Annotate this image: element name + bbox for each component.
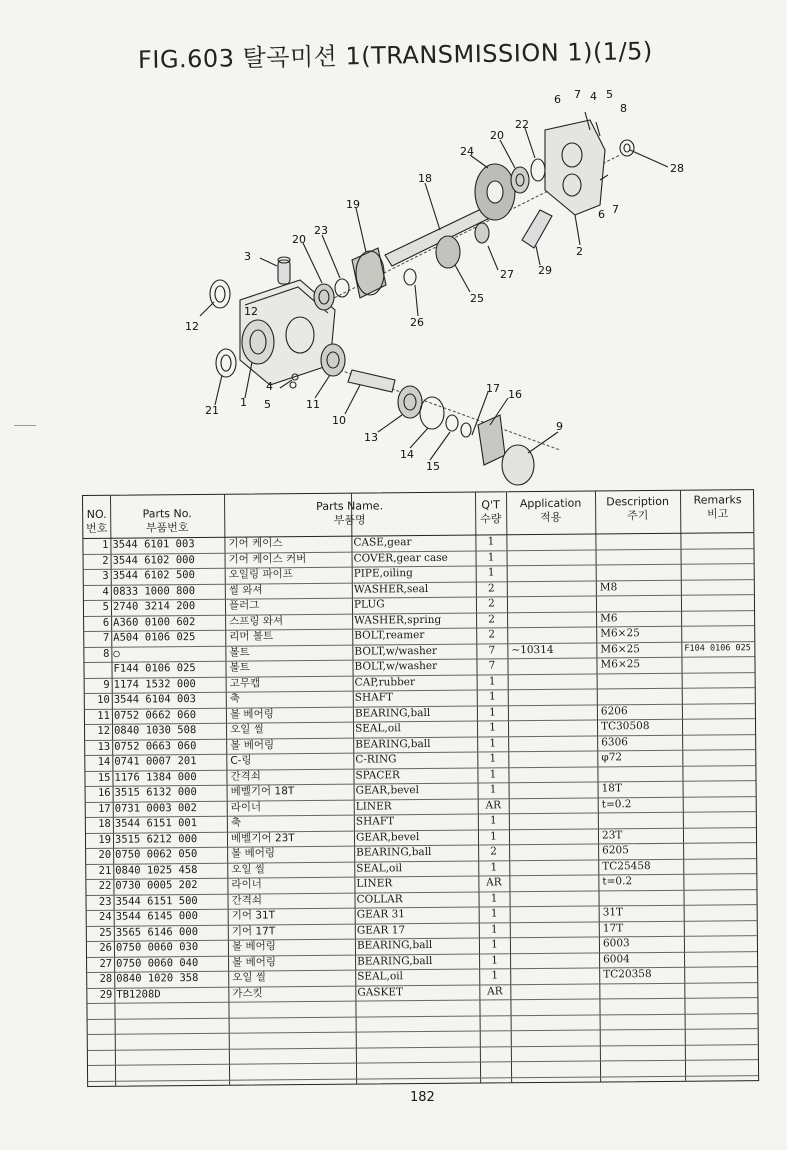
application (511, 580, 596, 596)
remarks (686, 889, 758, 905)
part-name-korean: 볼 베어링 (231, 940, 276, 953)
part-number: 3544 6104 003 (113, 693, 197, 706)
part-name-korean: 간격쇠 (230, 769, 261, 783)
description: φ72 (601, 751, 623, 764)
remarks (687, 935, 759, 951)
description: M6×25 (600, 642, 641, 655)
description: M6×25 (600, 658, 641, 671)
remarks (685, 749, 757, 765)
part-name-english: BEARING,ball (356, 845, 432, 859)
quantity: 7 (488, 659, 496, 672)
quantity: 1 (491, 953, 498, 966)
part-number: A360 0100 602 (113, 615, 196, 629)
description: 6003 (602, 937, 630, 950)
part-name-korean: 볼 베어링 (230, 738, 275, 752)
part-name-korean: 볼 베어링 (229, 707, 274, 721)
part-number: 2740 3214 200 (112, 600, 196, 613)
part-number: 1176 1384 000 (114, 770, 197, 784)
part-name-english: C-RING (355, 753, 397, 766)
row-number: 13 (97, 740, 111, 753)
part-number: TB1208D (116, 987, 161, 1001)
part-name-korean: 볼트 (229, 646, 250, 659)
application (513, 782, 598, 798)
row-number: 8 (103, 647, 110, 660)
row-number: 28 (99, 972, 113, 985)
remarks (686, 858, 758, 874)
application (511, 627, 596, 643)
application (512, 735, 597, 751)
part-number: 3544 6102 500 (112, 569, 195, 582)
remarks (687, 982, 759, 998)
remarks (687, 920, 759, 936)
remarks (684, 563, 756, 579)
part-name-korean: 플러그 (228, 599, 260, 612)
part-number: 3544 6101 003 (112, 538, 195, 551)
diagram-label-27: 27 (500, 268, 514, 281)
part-name-english: BEARING,ball (354, 706, 431, 720)
part-number: 3515 6132 000 (114, 786, 197, 799)
part-name-korean: 볼 베어링 (232, 955, 277, 969)
quantity: 1 (488, 690, 496, 703)
row-number: 29 (99, 988, 113, 1001)
row-number: 9 (103, 678, 110, 691)
part-name-korean: 오일링 파이프 (228, 568, 293, 581)
diagram-label-8: 8 (620, 102, 627, 115)
part-name-english: PIPE,oiling (353, 567, 413, 580)
diagram-label-25: 25 (470, 292, 484, 305)
row-number: 16 (97, 786, 111, 799)
part-number: 3544 6102 000 (112, 553, 195, 567)
quantity: 2 (488, 628, 496, 641)
part-name-english: GEAR,bevel (355, 784, 419, 797)
row-number: 11 (97, 709, 110, 722)
row-number: 6 (102, 616, 110, 629)
part-name-english: SEAL,oil (356, 861, 403, 875)
description: 6206 (600, 704, 628, 717)
part-name-english: BEARING,ball (356, 938, 433, 952)
part-number: 0750 0062 050 (115, 848, 198, 861)
quantity: 2 (487, 581, 495, 594)
diagram-label-19: 19 (346, 198, 360, 211)
application (513, 813, 598, 829)
remarks (686, 780, 758, 796)
part-name-english: BOLT,reamer (354, 629, 425, 642)
part-name-korean: 기어 케이스 (228, 537, 283, 550)
part-number: 3544 6151 500 (115, 894, 198, 908)
remarks (686, 842, 758, 858)
quantity: 2 (490, 845, 498, 858)
remarks (684, 656, 756, 672)
diagram-label-7: 7 (574, 88, 581, 101)
quantity: 1 (489, 814, 497, 827)
application (514, 937, 599, 953)
row-number: 7 (102, 631, 110, 644)
part-number: 0752 0663 060 (114, 739, 197, 753)
part-name-english: SPACER (355, 768, 400, 782)
row-number: 2 (102, 554, 109, 567)
part-number: 0840 1020 358 (116, 972, 199, 985)
description: 31T (602, 906, 624, 919)
description: t=0.2 (602, 875, 633, 888)
row-number: 3 (102, 569, 109, 582)
row-number: 18 (98, 817, 111, 830)
quantity: 1 (487, 535, 495, 548)
part-name-korean: 베벨기어 23T (230, 831, 295, 845)
quantity: 1 (490, 829, 497, 842)
quantity: 1 (491, 969, 499, 982)
application (510, 534, 595, 550)
part-name-korean: 오일 씰 (231, 862, 266, 876)
header-remarks: Remarks 비고 (693, 493, 742, 521)
part-name-korean: 스프링 와셔 (229, 614, 284, 628)
diagram-label-14: 14 (400, 448, 414, 461)
figure-title: FIG.603 탈곡미션 1(TRANSMISSION 1)(1/5) (137, 37, 654, 74)
description: TC20358 (603, 968, 652, 981)
part-name-english: LINER (355, 799, 392, 813)
description (602, 812, 682, 828)
exploded-parts-diagram (0, 80, 787, 500)
part-name-korean: 기어 케이스 커버 (228, 552, 307, 566)
table-header (83, 490, 753, 539)
part-name-korean: 베벨기어 18T (230, 785, 295, 798)
row-number: 14 (97, 755, 111, 768)
remarks (686, 811, 758, 827)
part-name-korean: 오일 씰 (230, 723, 264, 736)
description: TC30508 (600, 720, 650, 733)
remarks (684, 579, 756, 595)
diagram-label-6: 6 (554, 93, 561, 106)
part-number: F144 0106 025 (113, 662, 196, 675)
row-number: 4 (102, 585, 109, 598)
description (601, 765, 681, 781)
row-number: 19 (98, 833, 112, 846)
application (512, 704, 597, 720)
part-number: 0840 1025 458 (115, 863, 198, 877)
part-number: 3515 6212 000 (114, 832, 198, 846)
application (513, 828, 598, 844)
quantity: 1 (489, 783, 497, 796)
part-name-english: WASHER,spring (354, 613, 442, 627)
remarks (686, 796, 758, 812)
part-name-english: GEAR,bevel (355, 830, 420, 844)
row-number (84, 662, 111, 678)
description (602, 889, 682, 905)
diagram-label-24: 24 (460, 145, 474, 158)
row-number: 5 (102, 600, 110, 613)
description: 6205 (602, 844, 629, 857)
quantity: 1 (490, 860, 498, 873)
part-name-korean: 기어 31T (231, 909, 276, 922)
remarks (684, 625, 756, 641)
application (511, 658, 596, 674)
quantity: 2 (488, 597, 495, 610)
quantity: 1 (490, 922, 498, 935)
application (512, 720, 597, 736)
diagram-label-6b: 6 (598, 208, 605, 221)
application (512, 689, 597, 705)
description: TC25458 (602, 859, 651, 872)
part-name-korean: 라이너 (231, 878, 262, 891)
part-number: 3544 6145 000 (115, 910, 198, 923)
part-name-english: SHAFT (355, 815, 395, 828)
remarks (686, 873, 758, 889)
description (599, 533, 679, 549)
description (600, 564, 680, 580)
diagram-label-21: 21 (205, 404, 219, 417)
quantity: 1 (490, 891, 498, 904)
part-name-english: CASE,gear (353, 536, 412, 549)
diagram-label-29: 29 (538, 264, 552, 277)
diagram-label-18: 18 (418, 172, 432, 185)
diagram-label-9: 9 (556, 420, 563, 433)
application (514, 921, 599, 937)
application (513, 797, 598, 813)
part-name-english: GEAR 31 (356, 908, 405, 921)
description: 17T (602, 921, 624, 934)
row-number: 20 (98, 848, 112, 861)
quantity: 1 (487, 550, 495, 563)
application (511, 565, 596, 581)
part-name-english: SEAL,oil (354, 722, 401, 735)
row-number: 23 (98, 895, 112, 908)
remarks (683, 532, 755, 548)
diagram-label-4: 4 (590, 90, 597, 103)
diagram-label-3: 3 (244, 250, 251, 263)
remarks (687, 904, 759, 920)
diagram-label-2: 2 (576, 245, 583, 258)
application (510, 549, 595, 565)
row-number: 27 (99, 957, 113, 970)
part-name-korean: 간격쇠 (231, 893, 263, 907)
diagram-label-26: 26 (410, 316, 424, 329)
remarks (687, 951, 759, 967)
remarks (687, 966, 759, 982)
quantity: 1 (489, 705, 496, 718)
header-application: Application 적용 (519, 496, 582, 525)
remarks: F104 0106 025 (684, 642, 751, 654)
description: 6306 (601, 735, 628, 748)
part-number: 0833 1000 800 (112, 584, 196, 598)
part-name-korean: 고무캡 (229, 676, 261, 690)
part-name-korean: 라이너 (230, 800, 262, 814)
part-name-korean: 축 (230, 816, 242, 829)
part-name-english: WASHER,seal (353, 582, 429, 596)
application (512, 751, 597, 767)
part-name-english: COLLAR (356, 892, 403, 906)
application (513, 890, 598, 906)
row-number: 10 (97, 693, 110, 706)
part-name-korean: C-링 (230, 754, 252, 767)
page-number: 182 (410, 1090, 435, 1105)
part-number: 3544 6151 001 (114, 817, 198, 830)
diagram-label-5: 5 (606, 88, 613, 101)
part-name-korean: 기어 17T (231, 924, 276, 938)
part-name-korean: 가스킷 (232, 986, 263, 1000)
description: M6×25 (600, 627, 640, 640)
part-name-english: PLUG (353, 598, 385, 611)
part-name-english: CAP,rubber (354, 675, 416, 689)
quantity: AR (486, 876, 502, 889)
part-number: 0840 1030 508 (114, 724, 197, 737)
part-name-english: SEAL,oil (357, 970, 404, 983)
diagram-label-15: 15 (426, 460, 440, 473)
part-name-korean: 씰 와셔 (228, 583, 263, 597)
header-no: NO. 번호 (86, 507, 108, 535)
part-number: 0730 0005 202 (115, 879, 198, 892)
part-number: 0750 0060 030 (115, 941, 199, 954)
part-name-korean: 오일 씰 (232, 971, 267, 984)
remarks (685, 765, 757, 781)
part-number: ○ (113, 647, 120, 660)
description (600, 595, 680, 611)
description: M8 (599, 580, 618, 593)
application (514, 952, 599, 968)
part-name-english: SHAFT (354, 691, 394, 704)
quantity: 1 (489, 767, 497, 780)
application (513, 844, 598, 860)
diagram-label-7b: 7 (612, 203, 619, 216)
remarks (684, 610, 756, 626)
quantity: 1 (489, 736, 497, 749)
row-number: 24 (98, 910, 112, 923)
part-name-english: BEARING,ball (357, 954, 433, 968)
application (514, 983, 599, 999)
description (599, 548, 679, 564)
diagram-label-12b: 12 (185, 320, 199, 333)
quantity: AR (487, 984, 503, 997)
quantity: 1 (490, 907, 498, 920)
row-number: 22 (98, 879, 112, 892)
part-name-english: GEAR 17 (356, 923, 406, 937)
diagram-label-13: 13 (364, 431, 378, 444)
diagram-label-5-case: 5 (264, 398, 271, 411)
diagram-label-4-case: 4 (266, 380, 273, 393)
application (511, 596, 596, 612)
remarks (685, 687, 757, 703)
part-name-english: LINER (356, 877, 393, 890)
remarks (683, 548, 755, 564)
quantity: AR (485, 798, 502, 811)
application (512, 673, 597, 689)
quantity: 2 (488, 612, 495, 625)
part-number: 1174 1532 000 (113, 677, 196, 691)
row-number: 21 (98, 864, 112, 877)
application (511, 611, 596, 627)
application (513, 875, 598, 891)
application (512, 766, 597, 782)
part-number: 0741 0007 201 (114, 755, 197, 768)
description: 18T (601, 782, 623, 795)
part-name-korean: 리머 볼트 (229, 630, 274, 643)
application (514, 906, 599, 922)
part-name-korean: 볼 베어링 (231, 847, 276, 860)
remarks (685, 718, 757, 734)
description (601, 672, 681, 688)
remarks (685, 703, 757, 719)
diagram-label-22: 22 (515, 118, 529, 131)
diagram-label-17: 17 (486, 382, 500, 395)
scan-mark (14, 425, 36, 426)
application (514, 968, 599, 984)
part-name-korean: 축 (229, 692, 240, 705)
row-number: 12 (97, 724, 111, 737)
quantity: 1 (487, 566, 495, 579)
part-number: 0750 0060 040 (116, 956, 199, 970)
remarks (686, 827, 758, 843)
description (601, 688, 681, 704)
application (513, 859, 598, 875)
diagram-label-16: 16 (508, 388, 522, 401)
part-number: A504 0106 025 (113, 631, 196, 644)
header-description: Description 주기 (606, 494, 669, 523)
description: 6004 (603, 952, 630, 965)
description: 23T (601, 828, 623, 841)
part-number: 3565 6146 000 (115, 925, 199, 939)
diagram-label-20: 20 (292, 233, 306, 246)
quantity: 1 (489, 721, 496, 734)
diagram-label-11: 11 (306, 398, 320, 411)
row-number: 17 (98, 802, 111, 815)
quantity: 7 (488, 643, 496, 656)
parts-table (82, 489, 759, 1087)
part-number: 0731 0003 002 (114, 801, 197, 815)
diagram-label-20-right: 20 (490, 129, 504, 142)
application: ~10314 (511, 643, 554, 656)
quantity: 1 (488, 674, 496, 687)
part-name-english: COVER,gear case (353, 551, 448, 565)
row-number: 15 (97, 771, 111, 784)
description: t=0.2 (601, 797, 632, 810)
part-name-english: BEARING,ball (355, 737, 431, 751)
remarks (684, 594, 756, 610)
diagram-label-23: 23 (314, 224, 328, 237)
diagram-label-1: 1 (240, 396, 247, 409)
row-number: 1 (102, 538, 109, 551)
description (603, 982, 683, 998)
remarks (685, 672, 757, 688)
quantity: 1 (491, 938, 498, 951)
diagram-label-12: 12 (244, 305, 258, 318)
row-number: 25 (99, 926, 112, 939)
header-parts-no: Parts No. 부품번호 (142, 507, 192, 535)
part-name-korean: 볼트 (229, 661, 250, 674)
quantity: 1 (489, 752, 497, 765)
header-parts-name: Parts Name. 부품명 (316, 499, 384, 527)
row-number: 26 (99, 941, 113, 954)
header-qty: Q'T 수량 (480, 498, 502, 526)
part-number: 0752 0662 060 (113, 708, 197, 722)
diagram-label-28: 28 (670, 162, 684, 175)
part-name-english: GASKET (357, 985, 404, 999)
remarks (685, 734, 757, 750)
diagram-label-10: 10 (332, 414, 346, 427)
description: M6 (600, 611, 618, 624)
part-name-english: BOLT,w/washer (354, 659, 438, 673)
part-name-english: BOLT,w/washer (354, 644, 438, 658)
